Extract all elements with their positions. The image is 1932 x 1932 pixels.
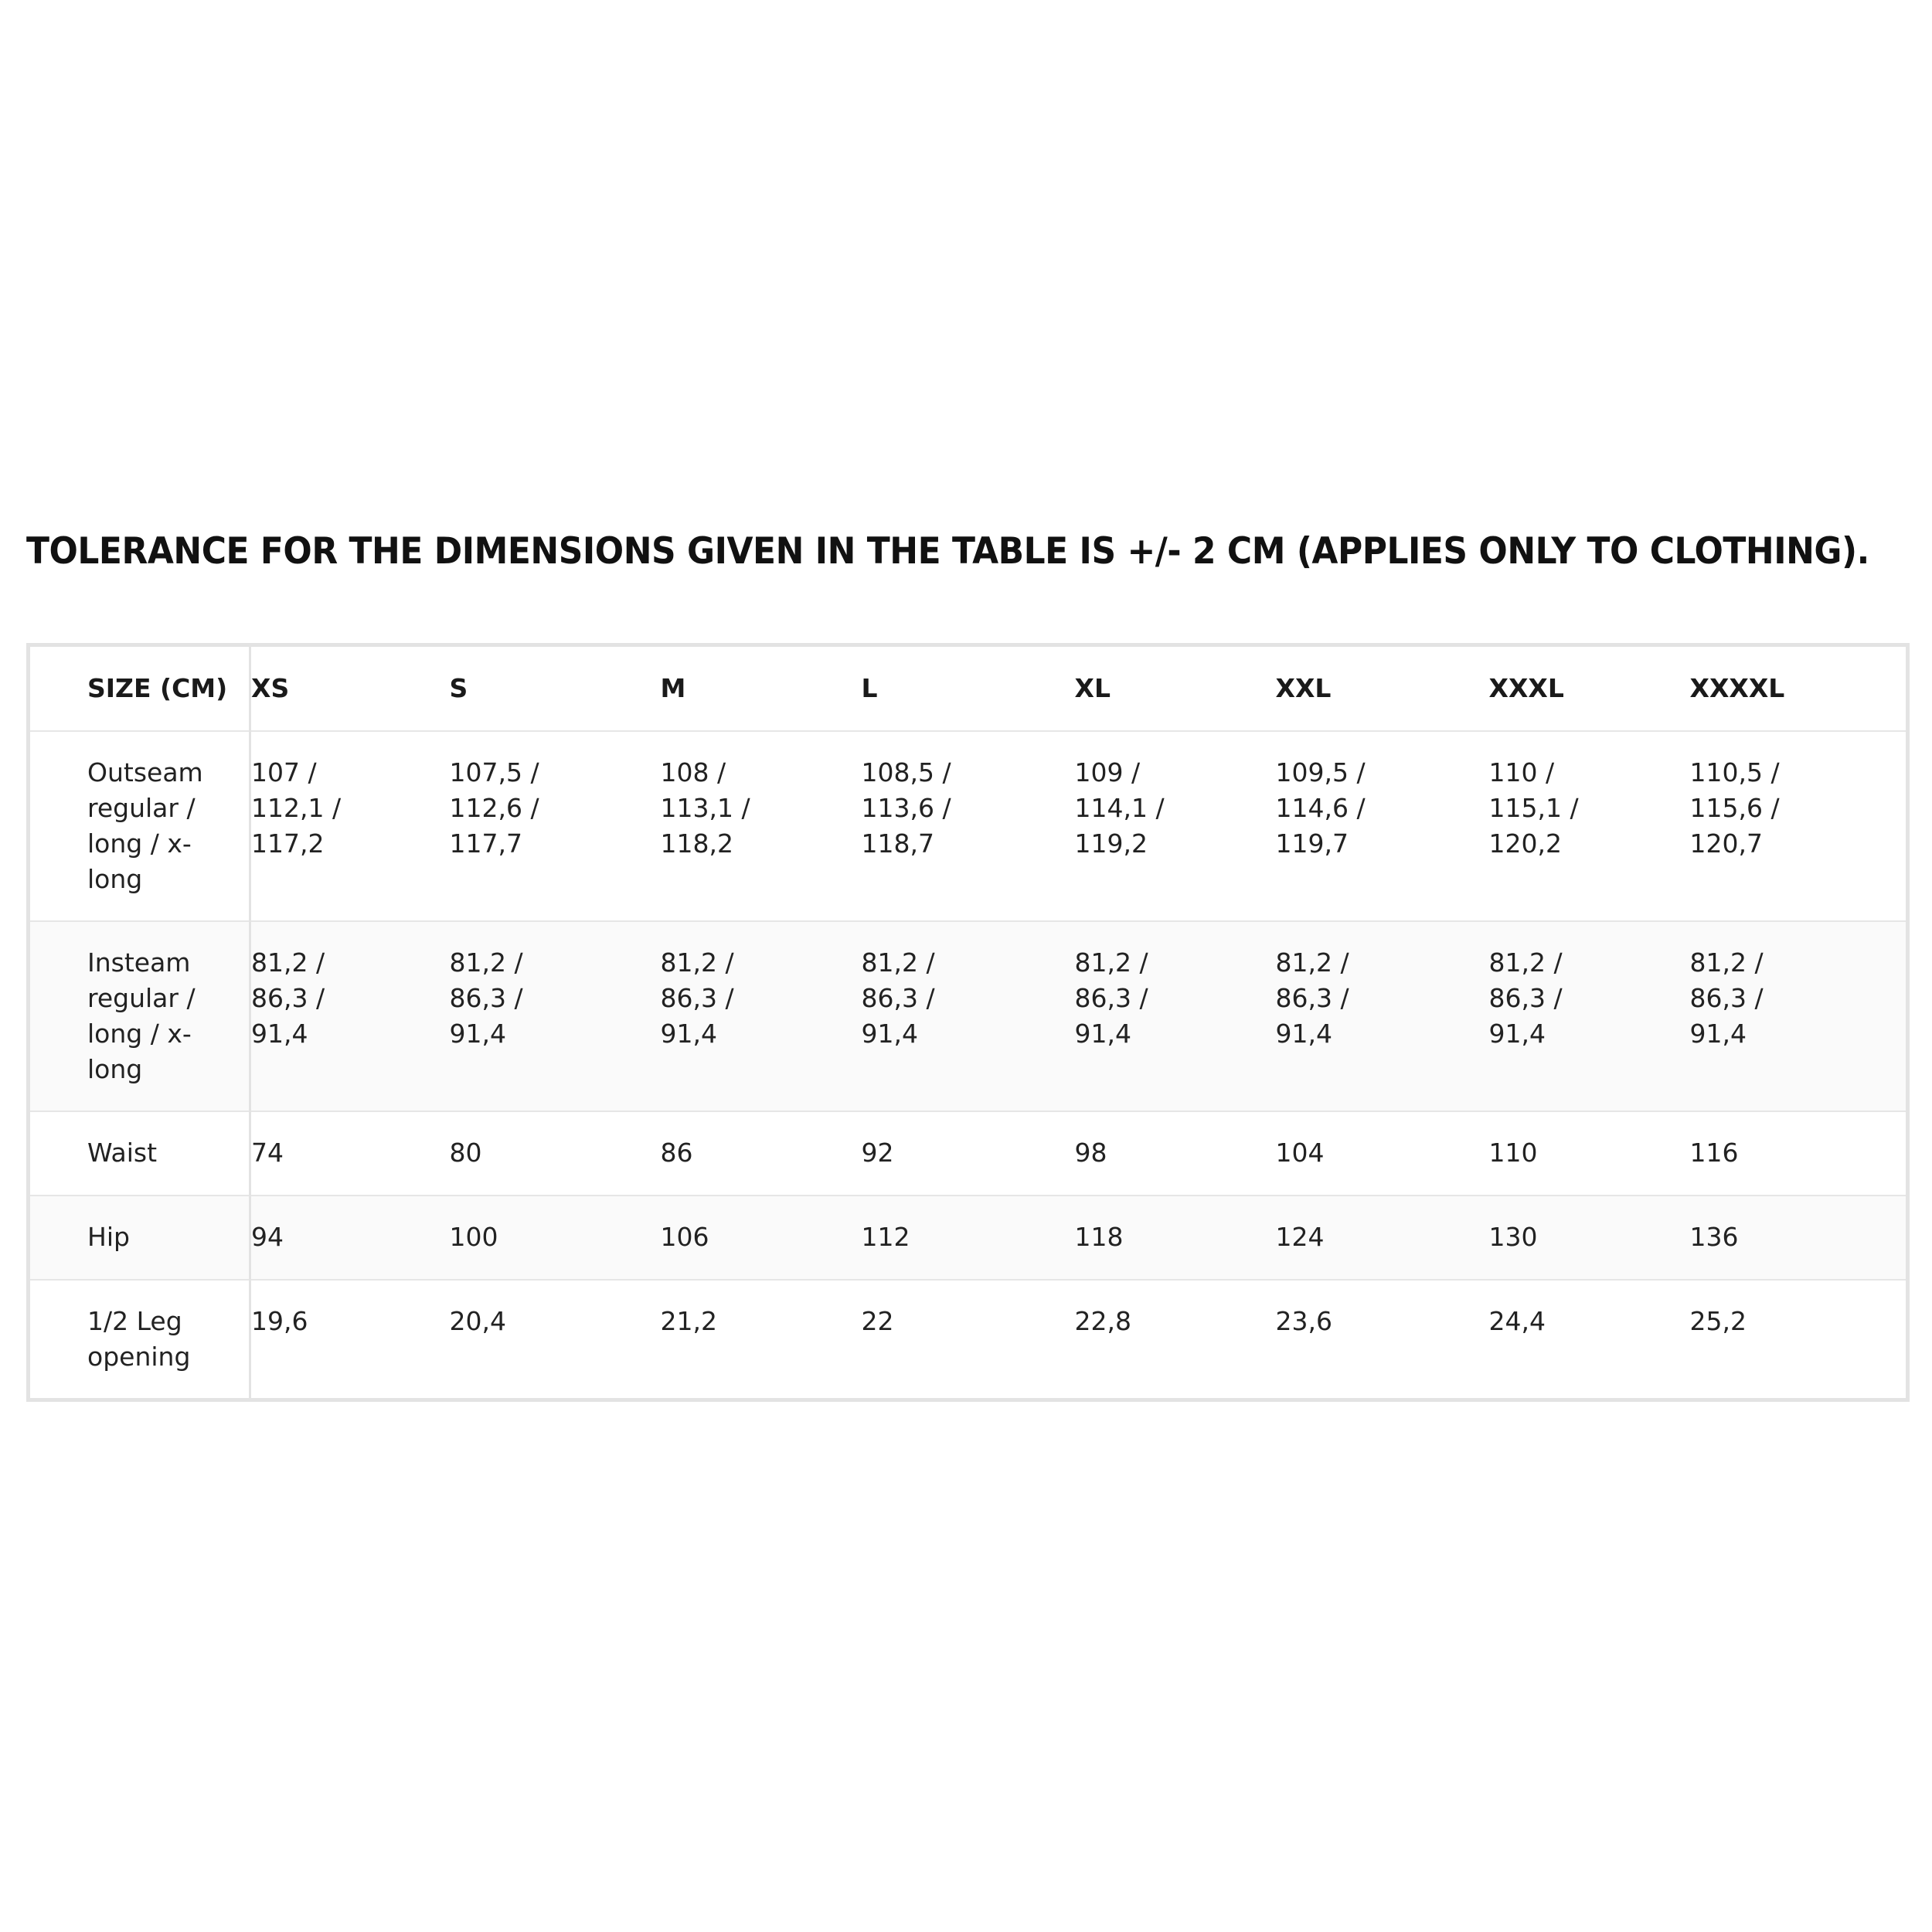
table-cell: 22,8	[1075, 1280, 1276, 1400]
table-cell: 19,6	[250, 1280, 450, 1400]
table-cell: 22	[862, 1280, 1075, 1400]
table-cell: 80	[450, 1111, 661, 1196]
table-cell: 107 / 112,1 / 117,2	[250, 731, 450, 921]
row-label: 1/2 Leg opening	[29, 1280, 250, 1400]
header-size-s: S	[449, 673, 468, 703]
table-cell: 108,5 / 113,6 / 118,7	[862, 731, 1075, 921]
table-cell: 98	[1075, 1111, 1276, 1196]
table-cell: 23,6	[1276, 1280, 1489, 1400]
tolerance-notice: TOLERANCE FOR THE DIMENSIONS GIVEN IN THE TABLE IS +/- 2 CM (APPLIES ONLY TO CLOTHING).	[26, 530, 1869, 573]
table-cell: 81,2 / 86,3 / 91,4	[862, 921, 1075, 1111]
table-cell: 81,2 / 86,3 / 91,4	[450, 921, 661, 1111]
table-cell: 92	[862, 1111, 1075, 1196]
header-size-xxl: XXL	[1275, 673, 1332, 703]
size-chart-table	[26, 643, 1910, 1402]
table-cell: 104	[1276, 1111, 1489, 1196]
table-cell: 81,2 / 86,3 / 91,4	[661, 921, 862, 1111]
header-size-xl: XL	[1074, 673, 1111, 703]
row-label: Hip	[29, 1196, 250, 1280]
table-cell: 108 / 113,1 / 118,2	[661, 731, 862, 921]
table-cell: 100	[450, 1196, 661, 1280]
header-size-xxxl: XXXL	[1488, 673, 1564, 703]
header-size-l: L	[861, 673, 878, 703]
table-cell: 124	[1276, 1196, 1489, 1280]
header-size-label: SIZE (CM)	[29, 645, 250, 732]
header-size-xxxxl: XXXXL	[1689, 673, 1785, 703]
table-cell: 81,2 / 86,3 / 91,4	[1276, 921, 1489, 1111]
table-cell: 118	[1075, 1196, 1276, 1280]
table-cell: 109,5 / 114,6 / 119,7	[1276, 731, 1489, 921]
header-size-xs: XS	[251, 673, 290, 703]
table-cell: 81,2 / 86,3 / 91,4	[1690, 921, 1908, 1111]
table-cell: 25,2	[1690, 1280, 1908, 1400]
table-cell: 24,4	[1489, 1280, 1690, 1400]
table-row-leg-opening	[29, 1280, 1908, 1400]
row-label: Outseam regular / long / x- long	[29, 731, 250, 921]
header-size-m: M	[660, 673, 686, 703]
table-cell: 109 / 114,1 / 119,2	[1075, 731, 1276, 921]
table-cell: 107,5 / 112,6 / 117,7	[450, 731, 661, 921]
row-label: Waist	[29, 1111, 250, 1196]
row-label: Insteam regular / long / x- long	[29, 921, 250, 1111]
table-cell: 130	[1489, 1196, 1690, 1280]
table-cell: 81,2 / 86,3 / 91,4	[1489, 921, 1690, 1111]
table-cell: 74	[250, 1111, 450, 1196]
table-cell: 112	[862, 1196, 1075, 1280]
table-cell: 81,2 / 86,3 / 91,4	[250, 921, 450, 1111]
table-row-hip	[29, 1196, 1908, 1280]
table-cell: 110	[1489, 1111, 1690, 1196]
table-cell: 20,4	[450, 1280, 661, 1400]
header-row	[29, 645, 1908, 732]
table-cell: 136	[1690, 1196, 1908, 1280]
table-cell: 86	[661, 1111, 862, 1196]
table-cell: 21,2	[661, 1280, 862, 1400]
table-row-waist	[29, 1111, 1908, 1196]
table-cell: 110 / 115,1 / 120,2	[1489, 731, 1690, 921]
table-row-outseam	[29, 731, 1908, 921]
table-cell: 94	[250, 1196, 450, 1280]
table-cell: 116	[1690, 1111, 1908, 1196]
table-cell: 81,2 / 86,3 / 91,4	[1075, 921, 1276, 1111]
table-row-insteam	[29, 921, 1908, 1111]
table-cell: 110,5 / 115,6 / 120,7	[1690, 731, 1908, 921]
table-cell: 106	[661, 1196, 862, 1280]
